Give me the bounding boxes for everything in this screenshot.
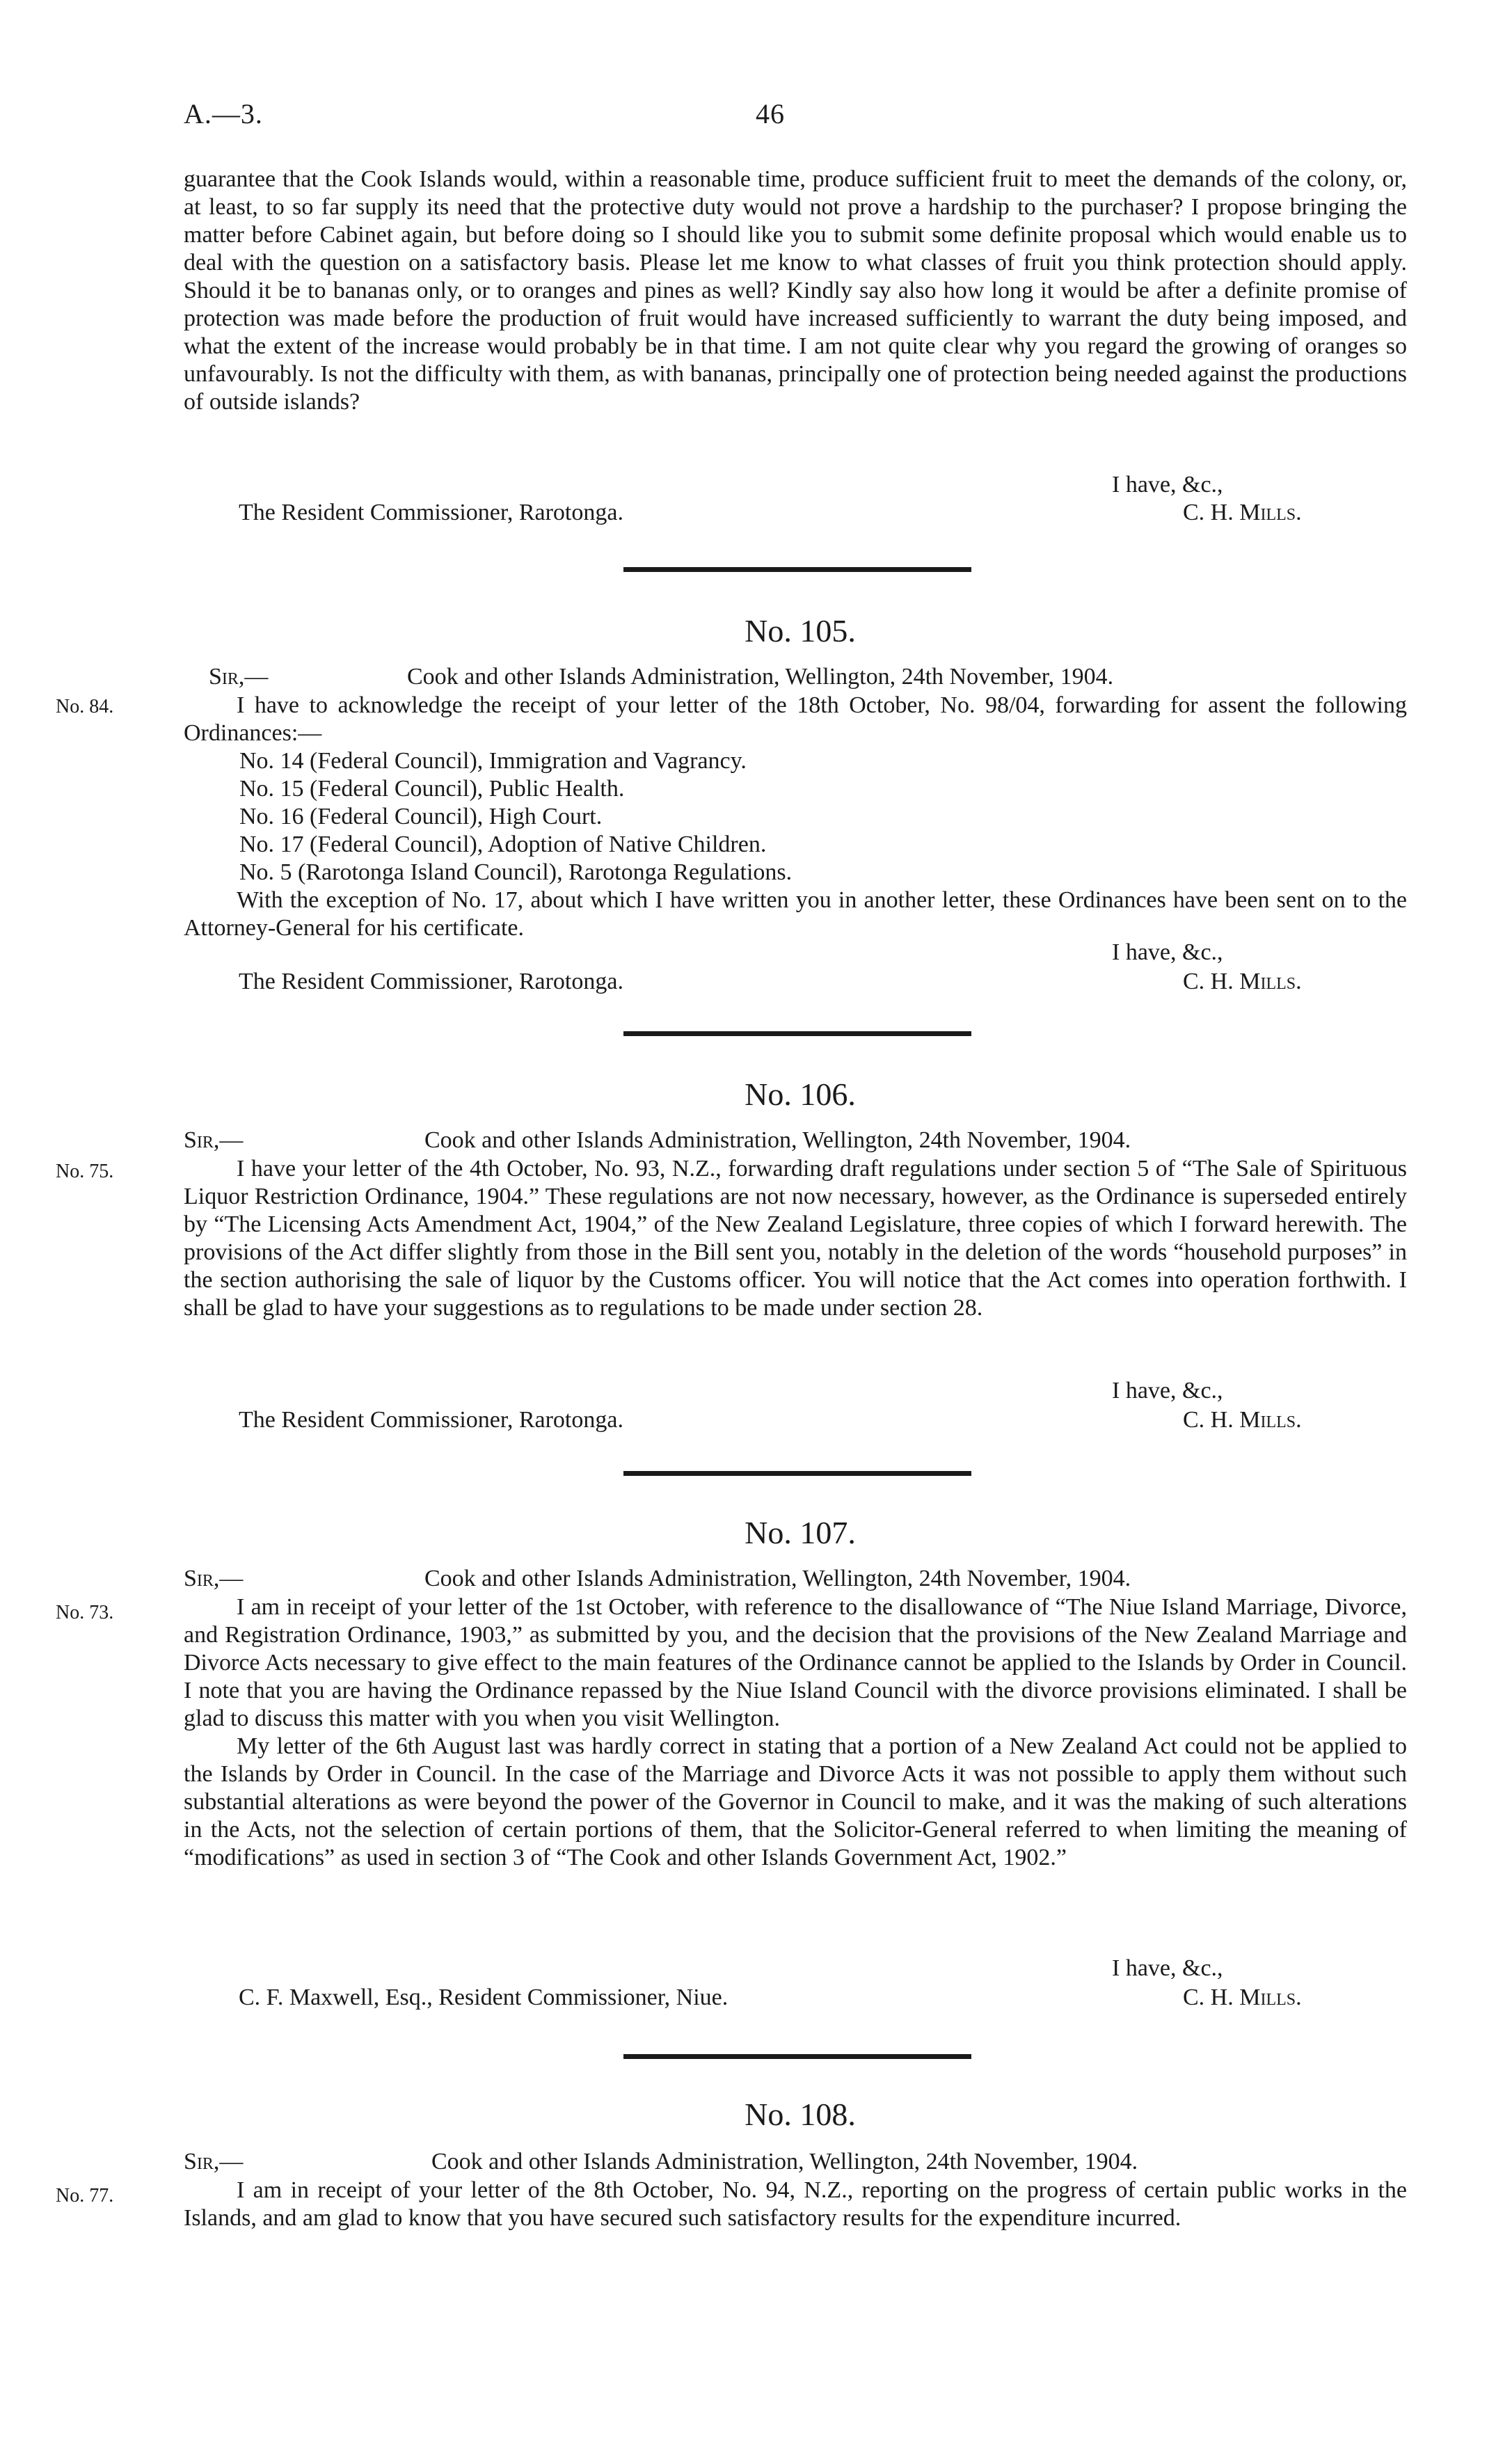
continuation-paragraph: [184, 166, 1407, 416]
ordinance-item: No. 15 (Federal Council), Public Health.: [239, 776, 625, 802]
ordinance-item: No. 14 (Federal Council), Immigration and Vagrancy.: [239, 748, 747, 774]
letter-heading-107: No. 107.: [745, 1515, 856, 1550]
section-divider: [623, 1471, 971, 1476]
letter-paragraph-107: I am in receipt of your letter of the 1st October, with reference to the disallowance of “The Niue Island Marriage, Divorce, and Registration Ordinance, 1903,” as submitted by you, and the decision that the provisions of the New Zealand Marriage and Divorce Acts necessary to give effect to the main features of the Ordinance cannot be applied to the Islands by Order in Council. I note that you are having the Ordinance repassed by the Niue Island Council with the divorce provisions eliminated. I shall be glad to discuss this matter with you when you visit Wellington.: [184, 1594, 1407, 1731]
page-number: 46: [756, 98, 785, 129]
document-reference: A.—3.: [184, 98, 263, 129]
letter-paragraph-106: I have your letter of the 4th October, No. 93, N.Z., forwarding draft regulations under section 5 of “The Sale of Spirituous Liquor Restriction Ordinance, 1904.” These regulations are not now necessary, however, as the Ordinance is superseded entirely by “The Licensing Acts Amendment Act, 1904,” of the New Zealand Legislature, three copies of which I forward herewith. The provisions of the Act differ slightly from those in the Bill sent you, notably in the deletion of the words “household purposes” in the section authorising the sale of liquor by the Customs officer. You will notice that the Act comes into operation forthwith. I shall be glad to have your suggestions as to regulations to be made under section 28.: [184, 1156, 1407, 1321]
continuation-addressee: The Resident Commissioner, Rarotonga.: [239, 500, 623, 525]
closing-106: I have, &c.,: [1112, 1378, 1223, 1404]
letter-body-105: [184, 692, 1407, 942]
salutation-105: Sir,—: [209, 664, 269, 690]
margin-reference-105: No. 84.: [56, 696, 114, 717]
letter-intro-105: I have to acknowledge the receipt of your letter of the 18th October, No. 98/04, forwarding for assent the following Ordinances:—: [184, 692, 1407, 746]
salutation-106: Sir,—: [184, 1127, 244, 1153]
addressee-107: C. F. Maxwell, Esq., Resident Commissioner, Niue.: [239, 1985, 729, 2010]
ordinance-item: No. 16 (Federal Council), High Court.: [239, 804, 603, 829]
continuation-closing: I have, &c.,: [1112, 472, 1223, 498]
addressee-106: The Resident Commissioner, Rarotonga.: [239, 1407, 623, 1433]
letter-heading-106: No. 106.: [745, 1076, 856, 1112]
section-divider: [623, 2054, 971, 2059]
section-divider: [623, 1031, 971, 1036]
letter-heading-105: No. 105.: [745, 613, 856, 649]
letter-body-108: [184, 2177, 1407, 2232]
section-divider: [623, 567, 971, 572]
letter-paragraph-105: With the exception of No. 17, about which I have written you in another letter, these Ordinances have been sent on to the Attorney-General for his certificate.: [184, 887, 1407, 941]
margin-reference-108: No. 77.: [56, 2185, 114, 2206]
addressee-105: The Resident Commissioner, Rarotonga.: [239, 969, 623, 994]
salutation-107: Sir,—: [184, 1566, 244, 1591]
signature-105: C. H. Mills.: [1183, 969, 1302, 994]
continuation-text: guarantee that the Cook Islands would, within a reasonable time, produce sufficient fruit to meet the demands of the colony, or, at least, to so far supply its need that the protective duty would not prove a hardship to the purchaser? I propose bringing the matter before Cabinet again, but before doing so I should like you to submit some definite proposal which would enable us to deal with the question on a satisfactory basis. Please let me know to what classes of fruit you think protection should apply. Should it be to bananas only, or to oranges and pines as well? Kindly say also how long it would be after a definite promise of protection was made before the production of fruit would have increased sufficiently to warrant the duty being imposed, and what the extent of the increase would probably be in that time. I am not quite clear why you regard the growing of oranges so unfavourably. Is not the difficulty with them, as with bananas, principally one of protection being needed against the productions of outside islands?: [184, 166, 1407, 415]
salutation-108: Sir,—: [184, 2149, 244, 2174]
continuation-signature: C. H. Mills.: [1183, 500, 1302, 525]
closing-107: I have, &c.,: [1112, 1955, 1223, 1981]
dateline-107: Cook and other Islands Administration, Wellington, 24th November, 1904.: [424, 1566, 1131, 1591]
letter-heading-108: No. 108.: [745, 2097, 856, 2132]
dateline-106: Cook and other Islands Administration, Wellington, 24th November, 1904.: [424, 1127, 1131, 1153]
margin-reference-106: No. 75.: [56, 1161, 114, 1182]
margin-reference-107: No. 73.: [56, 1602, 114, 1623]
ordinance-item: No. 17 (Federal Council), Adoption of Native Children.: [239, 832, 767, 857]
signature-107: C. H. Mills.: [1183, 1985, 1302, 2010]
letter-body-106: [184, 1155, 1407, 1322]
ordinance-item: No. 5 (Rarotonga Island Council), Rarotonga Regulations.: [239, 859, 793, 885]
dateline-108: Cook and other Islands Administration, Wellington, 24th November, 1904.: [431, 2149, 1138, 2174]
dateline-105: Cook and other Islands Administration, Wellington, 24th November, 1904.: [407, 664, 1114, 690]
signature-106: C. H. Mills.: [1183, 1407, 1302, 1433]
letter-paragraph-108: I am in receipt of your letter of the 8th October, No. 94, N.Z., reporting on the progress of certain public works in the Islands, and am glad to know that you have secured such satisfactory results for the expenditure incurred.: [184, 2177, 1407, 2231]
letter-body-107: [184, 1593, 1407, 1872]
letter-paragraph-107-second: My letter of the 6th August last was hardly correct in stating that a portion of a New Zealand Act could not be applied to the Islands by Order in Council. In the case of the Marriage and Divorce Acts it was not possible to apply them without such substantial alterations as were beyond the power of the Governor in Council to make, and it was the making of such alterations in the Acts, not the selection of certain portions of them, that the Solicitor-General referred to when limiting the meaning of “modifications” as used in section 3 of “The Cook and other Islands Government Act, 1902.”: [184, 1733, 1407, 1870]
closing-105: I have, &c.,: [1112, 939, 1223, 965]
